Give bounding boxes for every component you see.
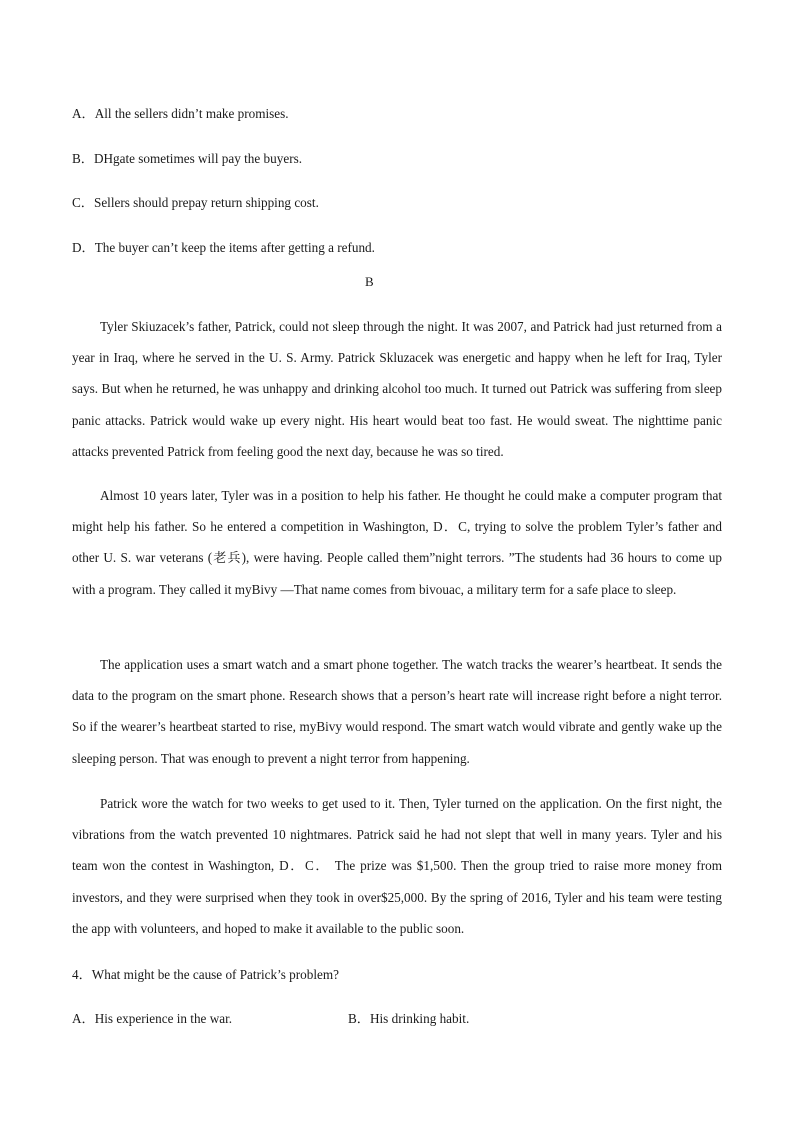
prev-option-d: D．The buyer can’t keep the items after getting a refund. xyxy=(72,240,375,255)
prev-option-b: B．DHgate sometimes will pay the buyers. xyxy=(72,151,303,166)
question-4-option-a: A．His experience in the war. xyxy=(72,1011,233,1026)
prev-option-a: A．All the sellers didn’t make promises. xyxy=(72,106,289,121)
question-4-stem: 4．What might be the cause of Patrick’s problem? xyxy=(72,967,339,982)
section-letter: B xyxy=(365,274,374,289)
passage-paragraph-2: Almost 10 years later, Tyler was in a position to help his father. He thought he could make a computer program that might help his father. So he entered a competition in Washington, D．C, trying to solve the problem Tyler’s father and other U. S. war veterans (老兵), were having. People called them”night terrors. ”The students had 36 hours to come up with a program. They called it myBivy —That name comes from bivouac, a military term for a safe place to sleep. xyxy=(72,488,722,597)
passage-paragraph-4: Patrick wore the watch for two weeks to get used to it. Then, Tyler turned on the application. On the first night, the vibrations from the watch prevented 10 nightmares. Patrick said he had not slept that well in many years. Tyler and his team won the contest in Washington, D．C． The prize was $1,500. Then the group tried to raise more money from investors, and they were surprised when they took in over$25,000. By the spring of 2016, Tyler and his team were testing the app with volunteers, and hoped to make it available to the public soon. xyxy=(72,796,722,936)
question-4-option-b: B．His drinking habit. xyxy=(348,1011,470,1026)
prev-option-c: C．Sellers should prepay return shipping cost. xyxy=(72,195,319,210)
passage-paragraph-1: Tyler Skiuzacek’s father, Patrick, could not sleep through the night. It was 2007, and Patrick had just returned from a year in Iraq, where he served in the U. S. Army. Patrick Skluzacek was energetic and happy when he left for Iraq, Tyler says. But when he returned, he was unhappy and drinking alcohol too much. It turned out Patrick was suffering from sleep panic attacks. Patrick would wake up every night. His heart would beat too fast. He would sweat. The nighttime panic attacks prevented Patrick from feeling good the next day, because he was so tired. xyxy=(72,319,722,459)
passage-paragraph-3: The application uses a smart watch and a smart phone together. The watch tracks the wearer’s heartbeat. It sends the data to the program on the smart phone. Research shows that a person’s heart rate will increase right before a night terror. So if the wearer’s heartbeat started to rise, myBivy would respond. The smart watch would vibrate and gently wake up the sleeping person. That was enough to prevent a night terror from happening. xyxy=(72,657,722,766)
